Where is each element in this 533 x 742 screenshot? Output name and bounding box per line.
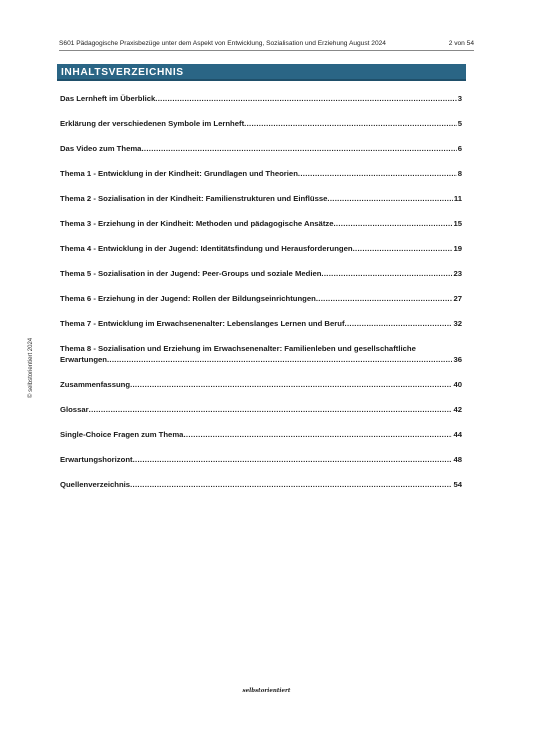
toc-entry-title: Thema 8 - Sozialisation und Erziehung im Erwachsenenalter: Familienleben und gesellschaftliche [60, 344, 416, 353]
toc-leader-dots [183, 429, 452, 440]
toc-entry-title: Zusammenfassung [60, 380, 131, 389]
table-of-contents [60, 93, 462, 504]
toc-entry-page: 54 [453, 480, 462, 489]
page-number: 2 von 54 [448, 40, 474, 47]
toc-entry-title: Erwartungshorizont [60, 455, 133, 464]
toc-entry[interactable] [60, 479, 462, 490]
toc-entry-title: Single-Choice Fragen zum Thema [60, 430, 184, 439]
toc-entry[interactable] [60, 93, 462, 104]
toc-entry-title: Das Video zum Thema [60, 144, 142, 153]
toc-entry-title: Quellenverzeichnis [60, 480, 131, 489]
toc-entry-page: 23 [453, 269, 462, 278]
toc-entry[interactable] [60, 379, 462, 390]
toc-leader-dots [321, 268, 452, 279]
toc-entry-page: 11 [453, 194, 462, 203]
toc-entry[interactable] [60, 454, 462, 465]
toc-entry[interactable] [60, 404, 462, 415]
toc-entry-page: 36 [453, 355, 462, 364]
toc-leader-dots [130, 479, 452, 490]
toc-entry-title: Thema 2 - Sozialisation in der Kindheit: Familienstrukturen und Einflüsse [60, 194, 328, 203]
toc-entry[interactable] [60, 243, 462, 254]
toc-entry-title: Glossar [60, 405, 89, 414]
toc-leader-dots [316, 293, 453, 304]
footer-logo: selbstorientiert [242, 688, 291, 694]
toc-leader-dots [89, 404, 453, 415]
toc-entry-page: 40 [453, 380, 462, 389]
toc-entry[interactable] [60, 218, 462, 229]
toc-entry-page: 44 [453, 430, 462, 439]
toc-leader-dots [345, 318, 453, 329]
toc-entry[interactable] [60, 193, 462, 204]
toc-leader-dots [298, 168, 457, 179]
toc-entry[interactable] [60, 168, 462, 179]
toc-entry-page: 15 [453, 219, 462, 228]
toc-entry-page: 5 [457, 119, 462, 128]
toc-entry-title: Thema 6 - Erziehung in der Jugend: Rollen der Bildungseinrichtungen [60, 294, 316, 303]
toc-entry-page: 42 [453, 405, 462, 414]
toc-entry-page: 32 [453, 319, 462, 328]
toc-leader-dots [244, 118, 457, 129]
toc-entry-page: 6 [457, 144, 462, 153]
toc-entry-title-continued: Erwartungen [60, 355, 107, 364]
toc-entry-title: Thema 5 - Sozialisation in der Jugend: Peer-Groups und soziale Medien [60, 269, 322, 278]
toc-leader-dots [107, 354, 452, 365]
toc-heading: INHALTSVERZEICHNIS [57, 64, 466, 81]
toc-entry-page: 8 [457, 169, 462, 178]
toc-leader-dots [130, 379, 452, 390]
toc-entry-title: Thema 7 - Entwicklung im Erwachsenenalter: Lebenslanges Lernen und Beruf [60, 319, 345, 328]
toc-entry[interactable] [60, 429, 462, 440]
toc-entry[interactable] [60, 293, 462, 304]
toc-entry-page: 27 [453, 294, 462, 303]
toc-entry-page: 3 [457, 94, 462, 103]
toc-leader-dots [334, 218, 453, 229]
toc-entry-title: Das Lernheft im Überblick [60, 94, 156, 103]
toc-entry[interactable] [60, 268, 462, 279]
toc-entry[interactable] [60, 318, 462, 329]
toc-entry[interactable] [60, 118, 462, 129]
toc-entry-page: 19 [453, 244, 462, 253]
toc-entry[interactable] [60, 143, 462, 154]
copyright-note: © selbstorientiert 2024 [28, 337, 34, 398]
toc-entry-title: Thema 4 - Entwicklung in der Jugend: Identitätsfindung und Herausforderungen [60, 244, 353, 253]
toc-entry-title: Erklärung der verschiedenen Symbole im Lernheft [60, 119, 245, 128]
toc-entry-page: 48 [453, 455, 462, 464]
header-title: S601 Pädagogische Praxisbezüge unter dem Aspekt von Entwicklung, Sozialisation und Erziehung August 2024 [59, 40, 386, 47]
toc-leader-dots [141, 143, 456, 154]
toc-entry[interactable] [60, 343, 462, 365]
toc-leader-dots [327, 193, 452, 204]
toc-leader-dots [353, 243, 453, 254]
toc-leader-dots [133, 454, 453, 465]
page-header [59, 40, 474, 51]
toc-entry-title: Thema 1 - Entwicklung in der Kindheit: Grundlagen und Theorien [60, 169, 298, 178]
toc-entry-title: Thema 3 - Erziehung in der Kindheit: Methoden und pädagogische Ansätze [60, 219, 334, 228]
toc-leader-dots [155, 93, 456, 104]
